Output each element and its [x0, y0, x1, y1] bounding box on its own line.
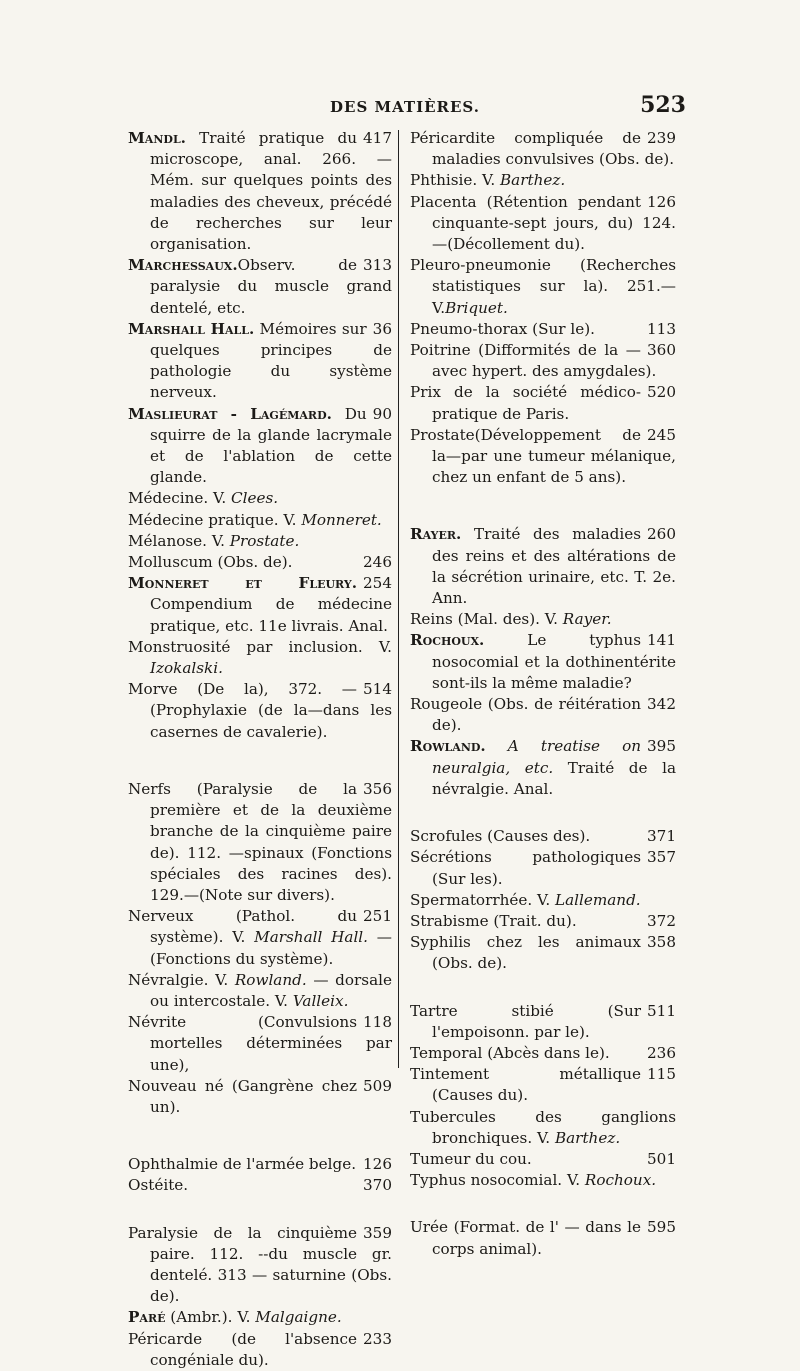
- entry-text: Sécrétions pathologiques (Sur les).: [410, 848, 641, 888]
- entry-page-ref: 36: [372, 319, 392, 338]
- entry-text: Du squirre de la glande lacrymale et de l'ablation de cette glande.: [150, 404, 392, 487]
- index-entry: [410, 382, 676, 424]
- entry-text-continued: — dorsale ou intercostale. V.: [150, 970, 392, 1010]
- entry-text: Médecine pratique. V.: [128, 510, 302, 529]
- entry-reference-2: Valleix.: [292, 991, 349, 1010]
- index-entry: [410, 1217, 676, 1259]
- index-entry: [410, 736, 676, 800]
- entry-author: Maslieurat - Lagémard.: [128, 404, 332, 423]
- entry-author: Rowland.: [410, 737, 486, 756]
- entry-page-ref: 520: [647, 383, 676, 402]
- entry-page-ref: 356: [363, 779, 392, 798]
- index-entry: [410, 911, 676, 932]
- entry-text: Monstruosité par inclusion. V.: [128, 637, 392, 656]
- entry-reference: Rayer.: [562, 610, 612, 629]
- entry-text: Traité pratique du microscope, anal. 266. — Mém. sur quelques points des maladies des cheveux, précédé de recherches sur leur organisation.: [150, 129, 392, 254]
- entry-reference: A treatise on neuralgia, etc.: [432, 737, 641, 777]
- entry-reference: Clees.: [231, 489, 279, 508]
- entry-text: Reins (Mal. des). V.: [410, 610, 563, 629]
- entry-reference: Rochoux.: [584, 1171, 657, 1190]
- index-entry: [128, 1307, 392, 1328]
- index-entry: [410, 826, 676, 847]
- entry-page-ref: 126: [363, 1155, 392, 1174]
- entry-reference: Marshall Hall.: [254, 928, 368, 947]
- entry-text: Tartre stibié (Sur l'empoisonn. par le).: [410, 1001, 641, 1041]
- entry-text: Typhus nosocomial. V.: [410, 1171, 585, 1190]
- entry-author: Monneret et Fleury.: [128, 574, 357, 593]
- index-entry: [128, 1012, 392, 1076]
- entry-author: Marshall Hall.: [128, 319, 255, 338]
- entry-text: Péricarde (de l'absence congéniale du).: [128, 1329, 357, 1369]
- entry-text: Prostate(Développement de la—par une tumeur mélanique, chez un enfant de 5 ans).: [410, 425, 676, 487]
- entry-text: Nerfs (Paralysie de la première et de la deuxième branche de la cinquième paire de). 112. —spinaux (Fonctions spéciales des racines des). 129.—(Note sur divers).: [128, 779, 392, 904]
- entry-page-ref: 113: [647, 319, 676, 338]
- index-column-left: [128, 128, 392, 1371]
- entry-text: Urée (Format. de l' — dans le corps animal).: [410, 1218, 641, 1258]
- index-entry: [410, 1149, 676, 1170]
- entry-page-ref: 90: [372, 404, 392, 423]
- entry-page-ref: 358: [647, 933, 676, 952]
- index-entry: [128, 404, 392, 489]
- entry-text: Compendium de médecine pratique, etc. 11e livrais. Anal.: [150, 595, 392, 635]
- entry-text: Scrofules (Causes des).: [410, 827, 591, 846]
- entry-text: Traité des maladies des reins et des altérations de la sécrétion urinaire, etc. T. 2e. Ann.: [432, 525, 676, 608]
- entry-page-ref: 370: [363, 1176, 392, 1195]
- entry-text: Pleuro-pneumonie (Recherches statistiques sur la). 251.—V.: [410, 256, 676, 317]
- index-entry: [410, 1001, 676, 1043]
- index-entry: [410, 890, 676, 911]
- entry-page-ref: 246: [363, 553, 392, 572]
- entry-author: Paré: [128, 1308, 166, 1327]
- entry-page-ref: 357: [647, 848, 676, 867]
- entry-page-ref: 417: [363, 129, 392, 147]
- index-entry: [128, 906, 392, 970]
- entry-page-ref: 236: [647, 1043, 676, 1062]
- entry-page-ref: 360: [647, 341, 676, 360]
- entry-text: [486, 737, 508, 755]
- entry-page-ref: 371: [647, 827, 676, 846]
- index-entry: [128, 1223, 392, 1308]
- entry-page-ref: 514: [363, 680, 392, 699]
- entry-text: Observ. de paralysie du muscle grand dentelé, etc.: [150, 256, 392, 317]
- index-entry: [410, 1064, 676, 1106]
- entry-reference: Lallemand.: [554, 890, 641, 909]
- entry-author: Marchessaux.: [128, 256, 238, 275]
- index-entry: [128, 531, 392, 552]
- index-entry: [128, 319, 392, 404]
- index-entry: [410, 340, 676, 382]
- entry-text: Morve (De la), 372. — (Prophylaxie (de la—dans les casernes de cavalerie).: [128, 680, 392, 741]
- index-entry: [410, 609, 676, 630]
- index-entry: [128, 970, 392, 1012]
- entry-text: Ophthalmie de l'armée belge.: [128, 1155, 357, 1174]
- entry-text: Mélanose. V.: [128, 531, 230, 550]
- entry-text: Péricardite compliquée de maladies convulsives (Obs. de).: [410, 129, 675, 169]
- entry-page-ref: 260: [647, 525, 676, 544]
- index-entry: [128, 510, 392, 531]
- entry-text: Nouveau né (Gangrène chez un).: [128, 1076, 357, 1116]
- entry-text: Temporal (Abcès dans le).: [410, 1043, 610, 1062]
- entry-text: Molluscum (Obs. de).: [128, 553, 293, 572]
- index-entry: [410, 425, 676, 489]
- page-number: 523: [640, 92, 686, 118]
- entry-text: Névrite (Convulsions mortelles déterminées par une),: [128, 1013, 392, 1074]
- entry-text: Strabisme (Trait. du).: [410, 911, 577, 930]
- index-entry: [410, 630, 676, 694]
- index-entry: [128, 573, 392, 637]
- entry-page-ref: 245: [647, 425, 676, 444]
- entry-page-ref: 115: [647, 1065, 676, 1084]
- index-entry: [128, 488, 392, 509]
- entry-text: (Ambr.). V.: [165, 1308, 256, 1327]
- index-entry: [410, 932, 676, 974]
- entry-text: Phthisie. V.: [410, 171, 501, 190]
- entry-text: Rougeole (Obs. de réitération de).: [410, 695, 641, 735]
- index-column-right: [410, 128, 676, 1260]
- entry-reference: Izokalski.: [150, 659, 223, 678]
- entry-text: Médecine. V.: [128, 489, 232, 508]
- entry-text: Mémoires sur quelques principes de pathologie du système nerveux.: [150, 319, 392, 402]
- index-entry: [128, 779, 392, 906]
- entry-page-ref: 239: [647, 129, 676, 147]
- entry-reference: Malgaigne.: [255, 1308, 342, 1327]
- index-entry: [128, 552, 392, 573]
- entry-page-ref: 251: [363, 907, 392, 926]
- entry-reference: Barthez.: [554, 1128, 621, 1147]
- index-entry: [128, 679, 392, 743]
- entry-page-ref: 342: [647, 695, 676, 714]
- entry-text: Placenta (Rétention pendant cinquante-sept jours, du) 124.—(Décollement du).: [410, 192, 676, 254]
- index-entry: [128, 255, 392, 319]
- entry-text-continued: Traité de la névralgie. Anal.: [432, 758, 676, 798]
- entry-page-ref: 501: [647, 1149, 676, 1168]
- index-entry: [128, 1154, 392, 1175]
- index-entry: [410, 1043, 676, 1064]
- entry-text: Paralysie de la cinquième paire. 112. --du muscle gr. dentelé. 313 — saturnine (Obs. de).: [128, 1223, 392, 1306]
- entry-text: Ostéite.: [128, 1176, 189, 1195]
- entry-reference: Barthez.: [500, 171, 566, 190]
- entry-text: Poitrine (Difformités de la — avec hypert. des amygdales).: [410, 341, 657, 381]
- entry-reference: Briquet.: [445, 298, 508, 317]
- index-entry: [410, 1170, 676, 1191]
- entry-text-continued: — (Fonctions du système).: [150, 928, 392, 968]
- entry-page-ref: 141: [647, 631, 676, 650]
- entry-text: Névralgie. V.: [128, 970, 235, 989]
- entry-author: Rochoux.: [410, 631, 485, 650]
- entry-text: Tumeur du cou.: [410, 1149, 532, 1168]
- entry-author: Mandl.: [128, 129, 186, 147]
- entry-text: Spermatorrhée. V.: [410, 890, 555, 909]
- entry-page-ref: 511: [647, 1001, 676, 1020]
- index-entry: [410, 170, 676, 191]
- entry-author: Rayer.: [410, 525, 462, 544]
- entry-page-ref: 118: [363, 1013, 392, 1032]
- index-entry: [128, 128, 392, 255]
- entry-text: Nerveux (Pathol. du système). V.: [128, 907, 357, 947]
- entry-page-ref: 372: [647, 911, 676, 930]
- entry-page-ref: 233: [363, 1329, 392, 1348]
- entry-page-ref: 395: [647, 737, 676, 756]
- index-entry: [128, 1175, 392, 1196]
- index-entry: [410, 847, 676, 889]
- entry-reference: Rowland.: [234, 970, 307, 989]
- entry-text: Le typhus nosocomial et la dothinentérite sont-ils la même maladie?: [432, 631, 676, 692]
- index-entry: [410, 694, 676, 736]
- entry-page-ref: 595: [647, 1218, 676, 1237]
- entry-reference: Monneret.: [301, 510, 382, 529]
- entry-page-ref: 509: [363, 1076, 392, 1095]
- entry-page-ref: 313: [363, 256, 392, 275]
- index-entry: [128, 1076, 392, 1118]
- index-entry: [410, 524, 676, 609]
- index-entry: [410, 255, 676, 319]
- index-entry: [410, 319, 676, 340]
- index-entry: [128, 1329, 392, 1371]
- page-header: [130, 92, 686, 122]
- entry-text: Tintement métallique (Causes du).: [410, 1065, 641, 1105]
- entry-page-ref: 359: [363, 1223, 392, 1242]
- entry-text: Tubercules des ganglions bronchiques. V.: [410, 1107, 676, 1147]
- entry-page-ref: 254: [363, 574, 392, 593]
- entry-text: Syphilis chez les animaux (Obs. de).: [410, 933, 641, 973]
- index-entry: [410, 128, 676, 170]
- entry-page-ref: 126: [647, 192, 676, 211]
- column-divider: [398, 130, 399, 1068]
- index-entry: [410, 1107, 676, 1149]
- index-entry: [128, 637, 392, 679]
- entry-text: Prix de la société médico-pratique de Paris.: [410, 383, 641, 423]
- index-entry: [410, 192, 676, 256]
- entry-reference: Prostate.: [229, 531, 300, 550]
- entry-text: Pneumo-thorax (Sur le).: [410, 319, 595, 338]
- running-title: DES MATIÈRES.: [330, 98, 480, 116]
